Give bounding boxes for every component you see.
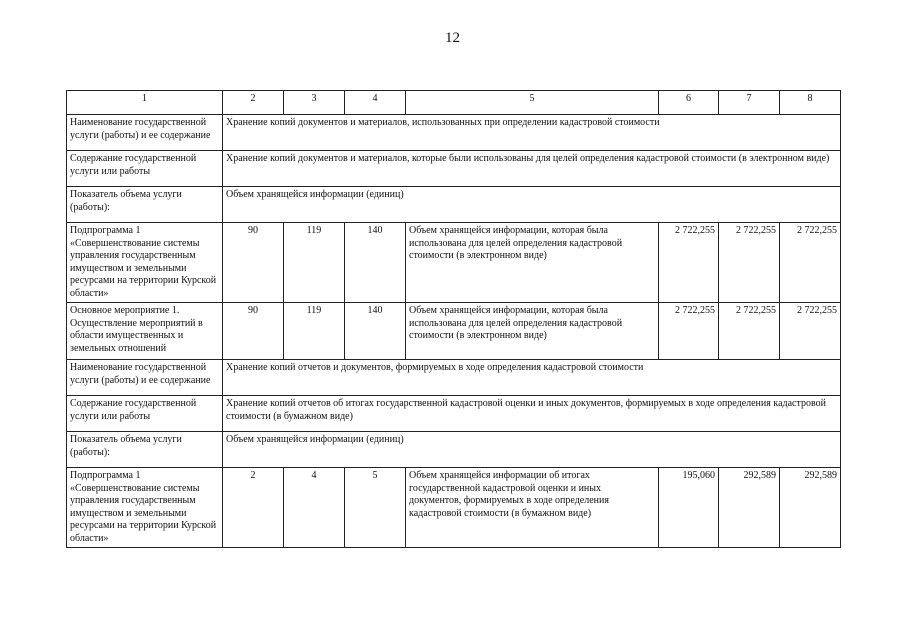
value-cell: 2 [223,468,284,548]
value-cell: 292,589 [780,468,841,548]
indicator-text: Объем хранящейся информации об итогах государственной кадастровой оценки и иных документов, формируемых в ходе определения кадастровой стоимости (в бумажном виде) [406,468,659,548]
row-label: Показатель объема услуги (работы): [67,187,223,223]
header-cell: 5 [406,91,659,115]
table-row [67,187,841,223]
header-cell: 7 [719,91,780,115]
row-span-text: Хранение копий отчетов об итогах государственной кадастровой оценки и иных документов, формируемых в ходе определения кадастровой стоимости (в бумажном виде) [223,396,841,432]
row-span-text: Объем хранящейся информации (единиц) [223,432,841,468]
value-cell: 2 722,255 [780,223,841,303]
row-span-text: Хранение копий отчетов и документов, формируемых в ходе определения кадастровой стоимости [223,360,841,396]
header-cell: 1 [67,91,223,115]
value-cell: 4 [284,468,345,548]
row-span-text: Хранение копий документов и материалов, которые были использованы для целей определения кадастровой стоимости (в электронном виде) [223,151,841,187]
value-cell: 5 [345,468,406,548]
value-cell: 2 722,255 [780,303,841,360]
row-label: Наименование государственной услуги (работы) и ее содержание [67,360,223,396]
row-label: Подпрограмма 1 «Совершенствование системы управления государственным имуществом и земельными ресурсами на территории Курской области» [67,468,223,548]
header-cell: 8 [780,91,841,115]
value-cell: 195,060 [659,468,719,548]
row-label: Наименование государственной услуги (работы) и ее содержание [67,115,223,151]
table-row [67,360,841,396]
indicator-text: Объем хранящейся информации, которая была использована для целей определения кадастровой стоимости (в электронном виде) [406,223,659,303]
header-cell: 6 [659,91,719,115]
value-cell: 90 [223,223,284,303]
header-cell: 3 [284,91,345,115]
row-label: Подпрограмма 1 «Совершенствование системы управления государственным имуществом и земельными ресурсами на территории Курской области» [67,223,223,303]
table-row [67,151,841,187]
value-cell: 119 [284,303,345,360]
table-row [67,432,841,468]
table-row [67,396,841,432]
header-cell: 2 [223,91,284,115]
table-header-row [67,91,841,115]
row-label: Показатель объема услуги (работы): [67,432,223,468]
indicator-text: Объем хранящейся информации, которая была использована для целей определения кадастровой стоимости (в электронном виде) [406,303,659,360]
table-row [67,115,841,151]
value-cell: 2 722,255 [719,223,780,303]
value-cell: 119 [284,223,345,303]
value-cell: 90 [223,303,284,360]
row-label: Основное мероприятие 1. Осуществление мероприятий в области имущественных и земельных отношений [67,303,223,360]
value-cell: 140 [345,303,406,360]
table-row [67,468,841,548]
value-cell: 2 722,255 [659,223,719,303]
row-label: Содержание государственной услуги или работы [67,396,223,432]
indicators-table [66,90,841,548]
row-span-text: Объем хранящейся информации (единиц) [223,187,841,223]
value-cell: 2 722,255 [719,303,780,360]
table-row [67,303,841,360]
value-cell: 140 [345,223,406,303]
row-label: Содержание государственной услуги или работы [67,151,223,187]
value-cell: 292,589 [719,468,780,548]
page-number: 12 [445,30,460,46]
value-cell: 2 722,255 [659,303,719,360]
header-cell: 4 [345,91,406,115]
table-row [67,223,841,303]
row-span-text: Хранение копий документов и материалов, использованных при определении кадастровой стоимости [223,115,841,151]
